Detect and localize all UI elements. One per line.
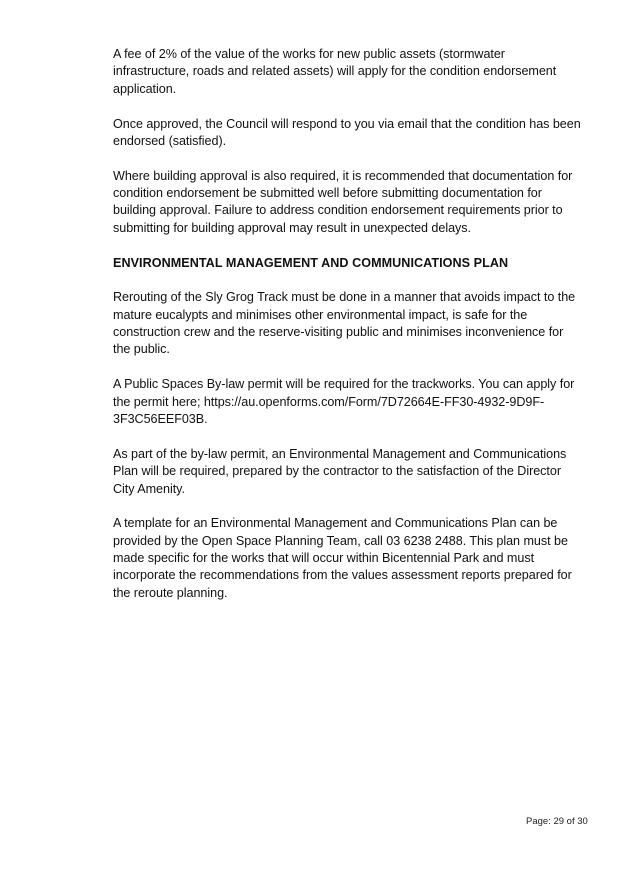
paragraph-fee: A fee of 2% of the value of the works for new public assets (stormwater infrastructure, roads and related assets) will apply for the condition endorsement application.	[113, 47, 557, 96]
page-number: Page: 29 of 30	[526, 816, 588, 827]
paragraph-rerouting: Rerouting of the Sly Grog Track must be done in a manner that avoids impact to the mature eucalypts and minimises other environmental impact, is safe for the construction crew and the reserve-visiting public and minimises inconvenience for the public.	[113, 290, 576, 357]
paragraph-bylaw-permit: A Public Spaces By-law permit will be required for the trackworks. You can apply for the permit here; https://au.openforms.com/Form/7D72664E-FF30-4932-9D9F-3F3C56EEF03B.	[113, 377, 575, 426]
paragraph-building-approval: Where building approval is also required, it is recommended that documentation for condition endorsement be submitted well before submitting documentation for building approval. Failure to address condition endorsement requirements prior to submitting for building approval may result in unexpected delays.	[113, 168, 573, 235]
page-content	[113, 46, 583, 620]
section-heading: ENVIRONMENTAL MANAGEMENT AND COMMUNICATIONS PLAN	[113, 255, 509, 270]
paragraph-plan-required: As part of the by-law permit, an Environmental Management and Communications Plan will be required, prepared by the contractor to the satisfaction of the Director City Amenity.	[113, 446, 567, 496]
paragraph-template: A template for an Environmental Management and Communications Plan can be provided by the Open Space Planning Team, call 03 6238 2488. This plan must be made specific for the works that will occur within Bicentennial Park and must incorporate the recommendations from the values assessment reports prepared for the reroute planning.	[113, 516, 572, 600]
paragraph-approval-response: Once approved, the Council will respond to you via email that the condition has been endorsed (satisfied).	[113, 116, 581, 148]
